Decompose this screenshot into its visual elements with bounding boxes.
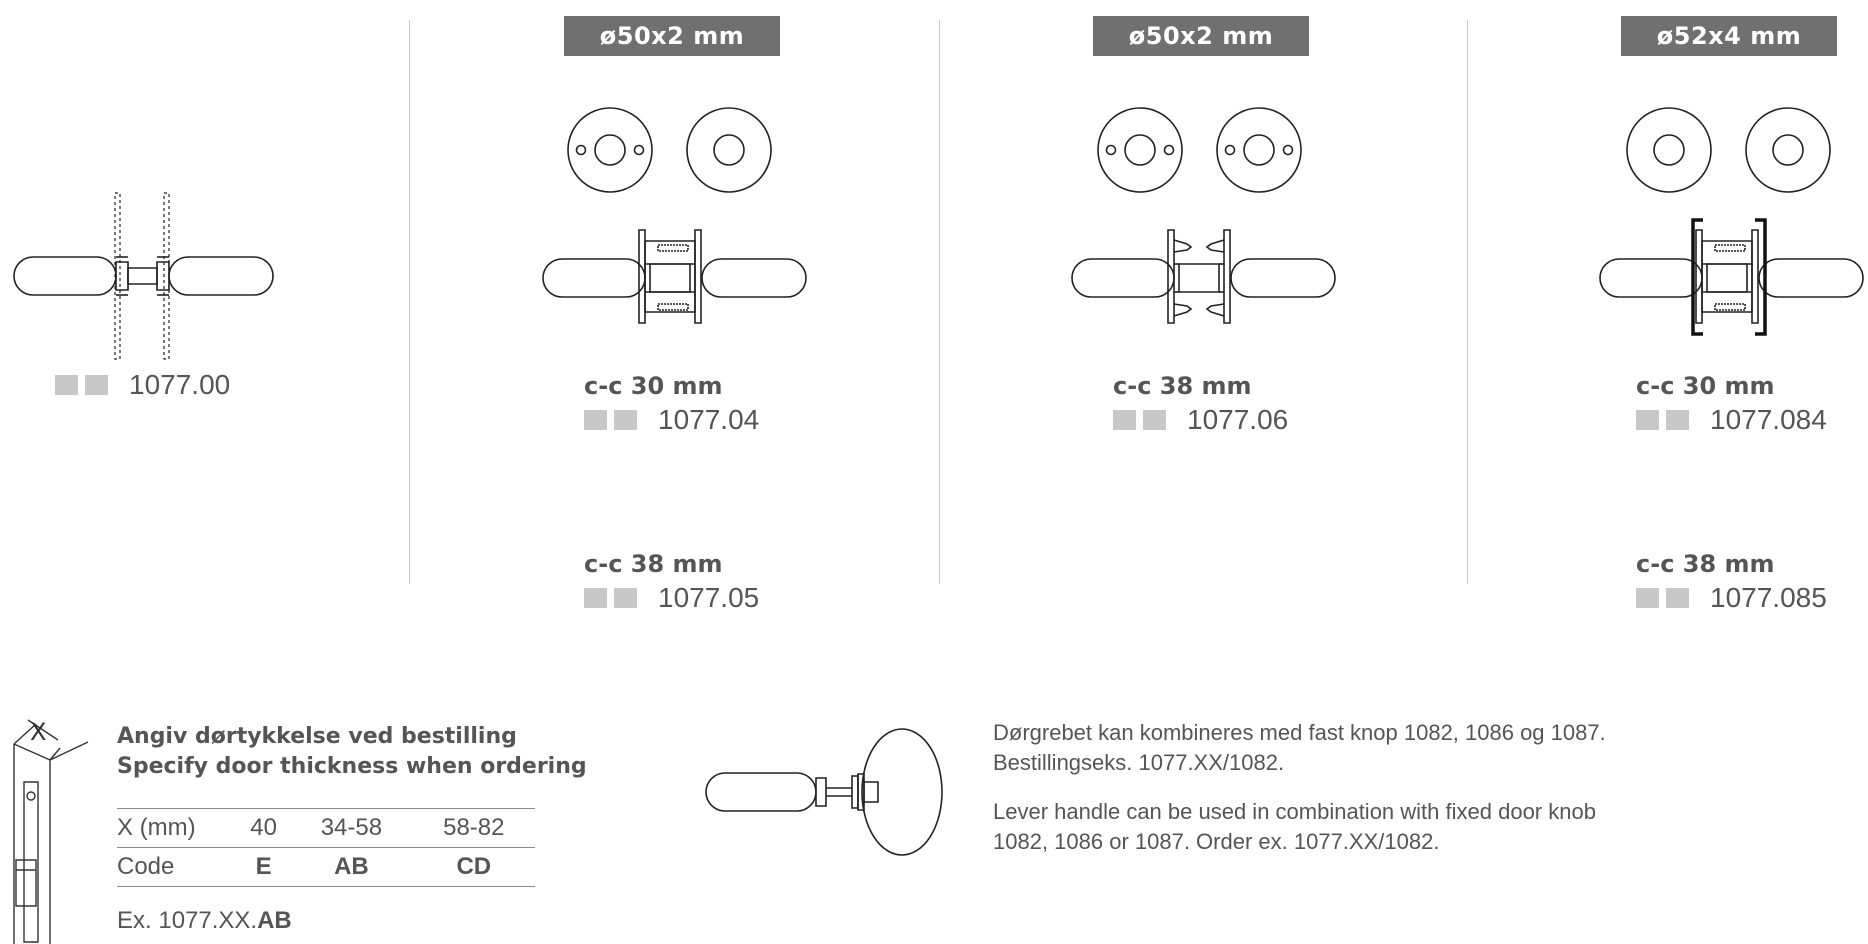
- finish-swatch: [584, 410, 607, 430]
- column-divider: [409, 20, 410, 584]
- rosette-drawing: [560, 100, 780, 200]
- product-code-row: [1636, 405, 1827, 435]
- cc-distance-label: c-c 30 mm: [1636, 372, 1775, 400]
- lever-with-knob-drawing: [700, 728, 970, 858]
- lever-handle-with-rosette-drawing: [1597, 216, 1867, 344]
- cc-distance-label: c-c 38 mm: [584, 550, 723, 578]
- table-cell: 40: [237, 809, 290, 848]
- lever-handle-drawing-1077-00: [0, 186, 290, 366]
- door-thickness-diagram: [0, 710, 100, 944]
- door-thickness-heading: [117, 722, 587, 782]
- door-thickness-table: [117, 808, 535, 887]
- order-example-code: AB: [257, 907, 292, 934]
- table-row: [117, 809, 535, 848]
- door-thickness-x-label: X: [30, 718, 47, 746]
- rosette-drawing: [1619, 100, 1839, 200]
- finish-swatch: [1636, 588, 1659, 608]
- finish-swatch: [614, 588, 637, 608]
- table-cell: AB: [290, 848, 412, 887]
- combination-text-da: Dørgrebet kan kombineres med fast knop 1082, 1086 og 1087. Bestillingseks. 1077.XX/1082.: [993, 720, 1606, 775]
- table-row: [117, 848, 535, 887]
- product-code: 1077.085: [1710, 582, 1827, 613]
- order-example: [117, 906, 292, 936]
- finish-swatch: [1143, 410, 1166, 430]
- lever-handle-with-rosette-drawing: [1069, 228, 1339, 328]
- finish-swatch: [55, 375, 78, 395]
- table-cell: 58-82: [413, 809, 535, 848]
- product-code-row: [584, 583, 759, 613]
- rosette-size-badge: ø52x4 mm: [1621, 16, 1837, 56]
- finish-swatch: [1113, 410, 1136, 430]
- lever-handle-with-rosette-drawing: [540, 228, 810, 328]
- column-divider: [939, 20, 940, 584]
- combination-text-en: Lever handle can be used in combination with fixed door knob 1082, 1086 or 1087. Order ex. 1077.XX/1082.: [993, 799, 1596, 854]
- rosette-size-badge: ø50x2 mm: [564, 16, 780, 56]
- product-code: 1077.06: [1187, 404, 1289, 435]
- finish-swatch: [1636, 410, 1659, 430]
- table-cell: E: [237, 848, 290, 887]
- cc-distance-label: c-c 38 mm: [1113, 372, 1252, 400]
- product-code-row: [1113, 405, 1288, 435]
- rosette-size-badge: ø50x2 mm: [1093, 16, 1309, 56]
- table-cell: Code: [117, 848, 237, 887]
- column-divider: [1467, 20, 1468, 584]
- finish-swatch: [85, 375, 108, 395]
- door-thickness-heading-da: Angiv dørtykkelse ved bestilling: [117, 724, 517, 749]
- product-code-row: [55, 370, 230, 400]
- table-cell: 34-58: [290, 809, 412, 848]
- cc-distance-label: c-c 38 mm: [1636, 550, 1775, 578]
- product-code: 1077.084: [1710, 404, 1827, 435]
- product-code-row: [584, 405, 759, 435]
- order-example-prefix: Ex. 1077.XX.: [117, 907, 258, 934]
- cc-distance-label: c-c 30 mm: [584, 372, 723, 400]
- finish-swatch: [584, 588, 607, 608]
- table-cell: CD: [413, 848, 535, 887]
- finish-swatch: [1666, 410, 1689, 430]
- product-code: 1077.04: [658, 404, 760, 435]
- product-code: 1077.05: [658, 582, 760, 613]
- product-code: 1077.00: [129, 369, 231, 400]
- finish-swatch: [614, 410, 637, 430]
- rosette-drawing: [1090, 100, 1310, 200]
- product-code-row: [1636, 583, 1827, 613]
- table-cell: X (mm): [117, 809, 237, 848]
- finish-swatch: [1666, 588, 1689, 608]
- door-thickness-heading-en: Specify door thickness when ordering: [117, 754, 587, 779]
